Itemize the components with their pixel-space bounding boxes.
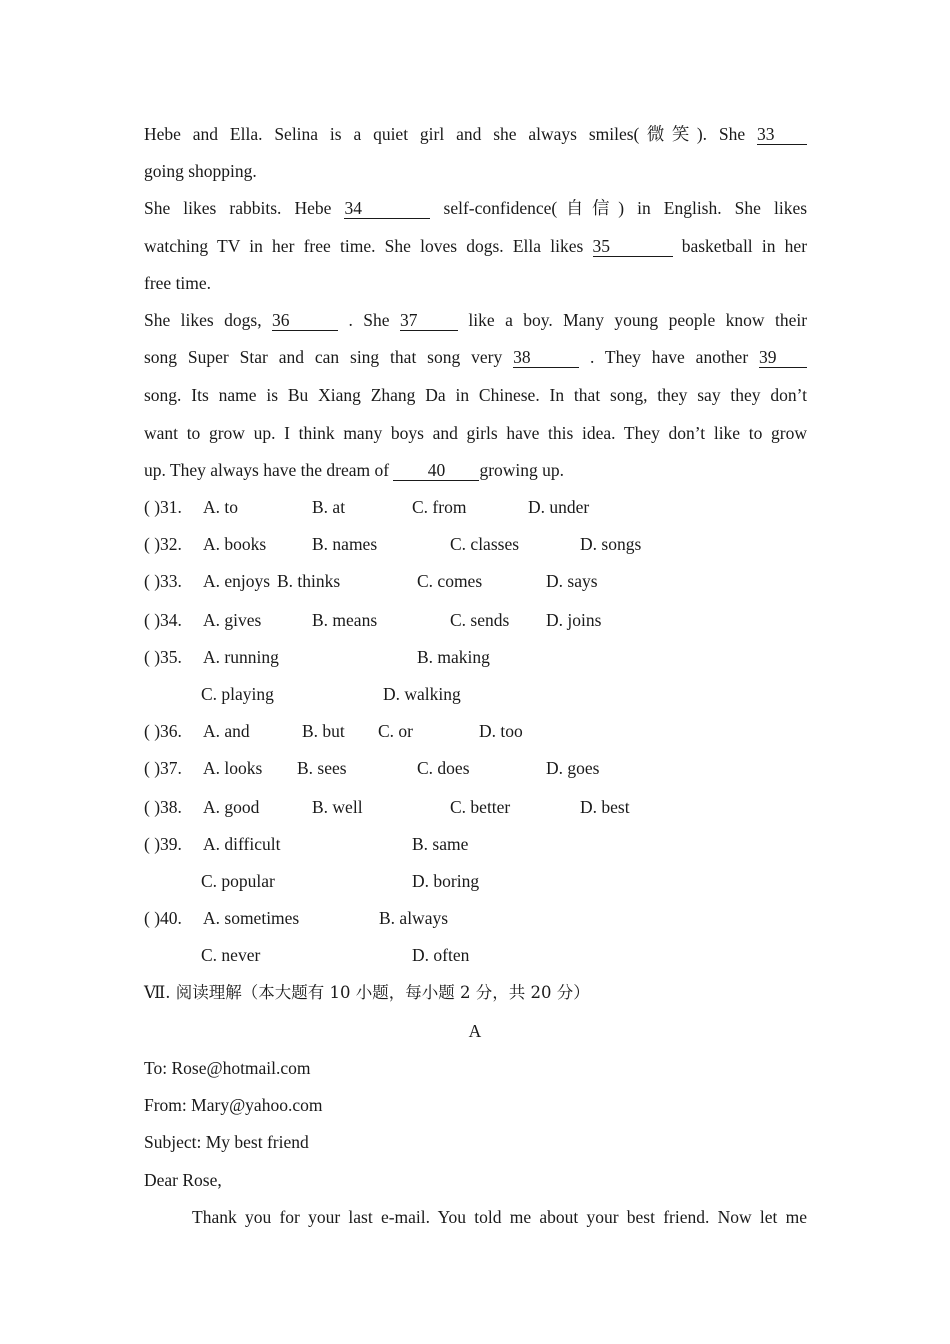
passage-line-7 — [144, 346, 807, 368]
passage-line-8: song. Its name is Bu Xiang Zhang Da in Chinese. In that song, they say they don’t — [144, 385, 807, 405]
option-d: D. too — [479, 721, 523, 741]
option-a: A. looks — [203, 758, 263, 778]
question-number: ( )36. — [144, 721, 182, 741]
passage-text: song Super Star and can sing that song very — [144, 347, 503, 367]
option-d: D. goes — [546, 758, 600, 778]
option-d: D. songs — [580, 534, 642, 554]
passage-line-3 — [144, 197, 807, 219]
option-c: C. or — [378, 721, 413, 741]
blank-37: 37 — [400, 310, 458, 331]
option-a: A. difficult — [203, 834, 281, 854]
option-b: B. always — [379, 908, 449, 928]
option-b: B. but — [302, 721, 345, 741]
option-a: A. running — [203, 647, 279, 667]
blank-39: 39 — [759, 347, 807, 368]
passage-text: like a boy. Many young people know their — [468, 310, 808, 330]
option-a: A. sometimes — [203, 908, 300, 928]
passage-text: Hebe and Ella. Selina is a quiet girl and she always smiles(微笑). She — [144, 124, 746, 144]
email-from: From: Mary@yahoo.com — [144, 1095, 323, 1115]
passage-text: . She — [348, 310, 390, 330]
passage-line-10 — [144, 459, 564, 481]
passage-text: self-confidence(自信) in English. She likes — [443, 198, 808, 218]
blank-40: 40 — [393, 460, 479, 481]
option-b: B. thinks — [277, 571, 341, 591]
option-a: A. enjoys — [203, 571, 271, 591]
passage-line-9: want to grow up. I think many boys and girls have this idea. They don’t like to grow — [144, 423, 807, 443]
email-greeting: Dear Rose, — [144, 1170, 222, 1190]
option-d: D. best — [580, 797, 630, 817]
option-d: D. often — [412, 945, 470, 965]
question-number: ( )38. — [144, 797, 182, 817]
option-c: C. popular — [201, 871, 275, 891]
question-number: ( )40. — [144, 908, 182, 928]
option-d: D. joins — [546, 610, 602, 630]
option-b: B. names — [312, 534, 378, 554]
blank-35: 35 — [593, 236, 673, 257]
passage-text: up. They always have the dream of — [144, 460, 390, 480]
question-number: ( )34. — [144, 610, 182, 630]
part-label: A — [468, 1021, 482, 1041]
option-c: C. sends — [450, 610, 510, 630]
blank-36: 36 — [272, 310, 338, 331]
option-b: B. well — [312, 797, 363, 817]
passage-text: She likes rabbits. Hebe — [144, 198, 332, 218]
question-number: ( )39. — [144, 834, 182, 854]
option-c: C. never — [201, 945, 261, 965]
question-number: ( )32. — [144, 534, 182, 554]
email-subject: Subject: My best friend — [144, 1132, 309, 1152]
option-c: C. from — [412, 497, 467, 517]
option-a: A. to — [203, 497, 238, 517]
question-number: ( )35. — [144, 647, 182, 667]
passage-text: . They have another — [590, 347, 749, 367]
passage-line-6 — [144, 309, 807, 331]
passage-line-4 — [144, 235, 807, 257]
passage-line-1 — [144, 123, 807, 145]
option-c: C. playing — [201, 684, 274, 704]
option-b: B. sees — [297, 758, 347, 778]
section-heading: Ⅶ. 阅读理解（本大题有 10 小题，每小题 2 分，共 20 分） — [144, 983, 590, 1002]
email-to: To: Rose@hotmail.com — [144, 1058, 311, 1078]
passage-text: basketball in her — [681, 236, 808, 256]
option-a: A. gives — [203, 610, 262, 630]
option-d: D. says — [546, 571, 598, 591]
email-body-line: Thank you for your last e-mail. You told me about your best friend. Now let me — [192, 1207, 807, 1227]
option-c: C. classes — [450, 534, 520, 554]
option-b: B. making — [417, 647, 490, 667]
option-b: B. at — [312, 497, 346, 517]
option-c: C. comes — [417, 571, 483, 591]
question-number: ( )31. — [144, 497, 182, 517]
passage-text: watching TV in her free time. She loves dogs. Ella likes — [144, 236, 584, 256]
option-b: B. same — [412, 834, 469, 854]
option-c: C. better — [450, 797, 511, 817]
option-c: C. does — [417, 758, 470, 778]
passage-text: growing up. — [479, 460, 565, 480]
option-d: D. boring — [412, 871, 480, 891]
passage-line-5: free time. — [144, 273, 212, 293]
question-number: ( )33. — [144, 571, 182, 591]
option-d: D. under — [528, 497, 590, 517]
blank-34: 34 — [344, 198, 430, 219]
passage-line-2: going shopping. — [144, 161, 257, 181]
question-number: ( )37. — [144, 758, 182, 778]
blank-38: 38 — [513, 347, 579, 368]
option-a: A. books — [203, 534, 267, 554]
passage-text: She likes dogs, — [144, 310, 262, 330]
blank-33: 33 — [757, 124, 807, 145]
option-a: A. and — [203, 721, 250, 741]
option-a: A. good — [203, 797, 260, 817]
option-b: B. means — [312, 610, 378, 630]
option-d: D. walking — [383, 684, 461, 704]
